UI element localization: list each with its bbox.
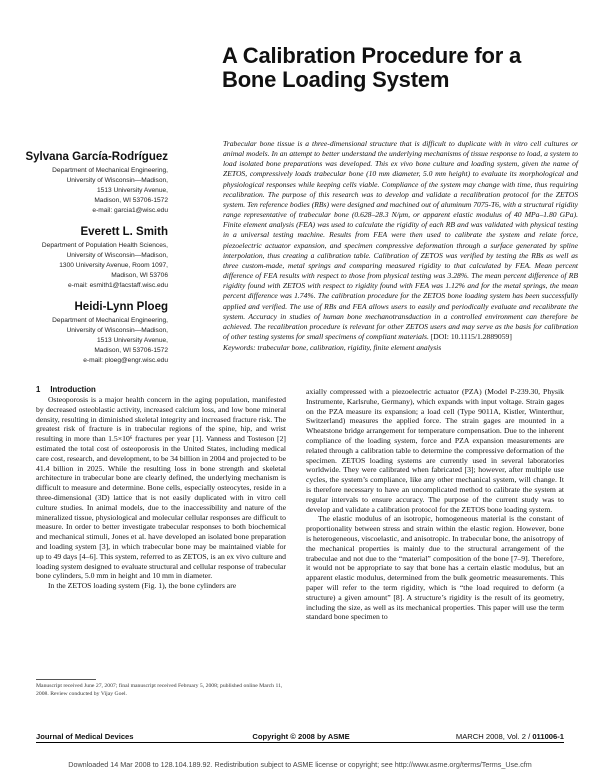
author-affiliation-line: University of Wisconsin—Madison,: [66, 252, 168, 259]
left-column: [36, 395, 286, 591]
section-heading: [36, 385, 106, 394]
author-affiliation-line: Department of Mechanical Engineering,: [52, 317, 168, 324]
section-number: 1: [36, 385, 41, 394]
issue-info: MARCH 2008, Vol. 2 / 011006-1: [455, 732, 564, 741]
footnote-rule: [36, 679, 96, 680]
copyright: Copyright © 2008 by ASME: [252, 732, 350, 741]
page-number: 011006-1: [532, 732, 564, 741]
section-title: Introduction: [50, 385, 96, 394]
author-email[interactable]: e-mail: garcia1@wisc.edu: [92, 207, 168, 214]
footnote: Manuscript received June 27, 2007; final manuscript received February 5, 2008; published online March 11, 2008. Review conducted by Vijay Goel.: [36, 683, 283, 697]
body-paragraph: Osteoporosis is a major health concern in the aging population, manifested by decreased osteoblastic activity, increased calcium loss, and low bone mineral density, resulting in diminished skeletal integrity and increased fracture risk. The greatest risk of fracture is in trabecular regions of the spine, hip, and wrist resulting in more than 1.5×10⁶ fractures per year [1]. Vanness and Tosteson [2] estimated the total cost of osteoporosis in the United States, including medical care cost, research, and development, to be 34 billion in 2004 and projected to be 41.4 billion in 2025. While the resulting loss in bone strength and skeletal architecture in trabecular bone are clearly defined, the underlying mechanism is difficult to measure and determine. Bone cells, especially osteocytes, reside in a three-dimensional (3D) lattice that is not easily duplicated with in vitro cell culture studies. In animal models, due to the inaccessibility and nature of the mineralized tissue, physiological and molecular cellular responses are difficult to measure. In order to better investigate trabecular responses to both biochemical and mechanical stimuli, Jones et al. have developed an isolated bone preparation and loading system [3], in which trabecular bone may be maintained viable for up to 49 days [4–6]. This system, referred to as ZETOS, is an ex vivo culture and loading system designed to evaluate structural and cellular response of trabecular bone cylinders, 5.0 mm in height and 10 mm in diameter.: [36, 395, 286, 581]
doi-link[interactable]: [DOI: 10.1115/1.2889059]: [430, 331, 512, 341]
author-affiliation-line: 1300 University Avenue, Room 1097,: [59, 262, 168, 269]
body-paragraph: axially compressed with a piezoelectric actuator (PZA) (Model P-239.30, Physik Instrumente, Karlsruhe, Germany), which expands with input voltage. Strain gages on the PZA measure its expansion; a load cell (Type 9011A, Kistler, Winterthur, Switzerland) measures the applied force. The strain gages are mounted in a Wheatstone bridge arrangement for temperature compensation. Due to the inherent compliance of the loading system, force and PZA expansion measurements are related through a calibration table to determine the compressive deformation of the specimen. ZETOS loading systems are currently used in several laboratories worldwide. They were calibrated when fabricated [3]; however, after multiple use cycles, the system’s compliance, like any other mechanical system, will change. It is therefore necessary to have an uncomplicated method to calibrate the system at regular intervals to ensure accuracy. The purpose of the current study was to develop and validate a calibration protocol for the ZETOS bone loading system.: [306, 387, 564, 514]
issue-date-volume: MARCH 2008, Vol. 2: [455, 732, 526, 741]
author-name: Everett L. Smith: [80, 226, 168, 238]
download-notice: Downloaded 14 Mar 2008 to 128.104.189.92. Redistribution subject to ASME license or copyright; see http://www.asme.org/terms/Terms_Use.cfm: [68, 760, 532, 769]
author-affiliation-line: Department of Mechanical Engineering,: [52, 167, 168, 174]
author-affiliation-line: 1513 University Avenue,: [97, 187, 168, 194]
author-name: Heidi-Lynn Ploeg: [74, 301, 168, 313]
author-affiliation-line: University of Wisconsin—Madison,: [66, 177, 168, 184]
author-affiliation-line: Department of Population Health Sciences,: [41, 242, 168, 249]
keywords: Keywords: trabecular bone, calibration, rigidity, finite element analysis: [223, 343, 442, 352]
author-affiliation-line: Madison, WI 53706-1572: [94, 197, 168, 204]
author-affiliation-line: 1513 University Avenue,: [97, 337, 168, 344]
body-paragraph: The elastic modulus of an isotropic, homogeneous material is the constant of proportionality between stress and strain within the elastic region. However, bone is heterogeneous, viscoelastic, and anisotropic. In trabecular bone, the anisotropy of the mechanical properties is mainly due to the structural arrangement of the trabeculae and not due to the “material” composition of the bone [7–9]. Therefore, it would not be appropriate to say that bone has a certain elastic modulus, but an apparent elastic modulus, determined from the bulk geometric measurements. This paper will refer to the term rigidity, which is “the load required to deform (a structure) a given amount” [8]. A structure’s rigidity is the result of its geometry, including the size, as well as its mechanical properties. This paper will use the term standard bone specimen to: [306, 514, 564, 622]
footer-rule: [36, 742, 564, 743]
abstract: [223, 139, 578, 342]
author-email[interactable]: e-mail: esmith1@facstaff.wisc.edu: [67, 282, 168, 289]
author-affiliation-line: Madison, WI 53706: [111, 272, 168, 279]
author-email[interactable]: e-mail: ploeg@engr.wisc.edu: [83, 357, 168, 364]
author-1: [8, 150, 168, 216]
right-column: [306, 387, 564, 622]
author-3: [8, 300, 168, 366]
author-affiliation-line: University of Wisconsin—Madison,: [66, 327, 168, 334]
paper-title: A Calibration Procedure for a Bone Loading System: [222, 43, 521, 92]
author-name: Sylvana García-Rodríguez: [25, 151, 168, 163]
abstract-text: Trabecular bone tissue is a three-dimensional structure that is difficult to duplicate with in vitro cell cultures or animal models. In an attempt to better understand the underlying mechanisms of tissue response to load, a system to load isolated bone preparations was developed. This ex vivo bone culture and loading system, given the name of ZETOS, compressively loads trabecular bone (10 mm diameter, 5.0 mm height) to evaluate its morphological and physiological responses while keeping cells viable. Compliance of the system may change with time, thus requiring recalibration. The purpose of this research was to develop and validate a recalibration protocol for the ZETOS system. Ten reference bodies (RBs) were designed and machined out of aluminum 7075-T6, with a structural rigidity range representative of trabecular bone (0.628–28.3 N/μm, or apparent elastic modulus of 40 MPa–1.80 GPa). Finite element analysis (FEA) was used to calculate the rigidity of each RB and was validated with physical testing in a universal testing machine. Results from FEA were then used to calibrate the system and relate force, piezoelectric actuator expansion, and specimen compressive deformation through a surface generated by spline interpolation, thus creating a calibration table. Calibration of ZETOS was verified by testing the RBs as well as three custom-made, metal springs and comparing measured rigidity to that calculated by FEA. Mean percent difference of FEA results with respect to those from physical testing was 3.28%. The mean percent difference of RB rigidity found with ZETOS with respect to rigidity found with FEA was 1.12% and for the metal springs, the mean percent difference was 1.74%. The calibration procedure for the ZETOS bone loading system has been successfully applied and verified. The use of RBs and FEA allows users to easily and periodically evaluate and recalibrate the system. Accuracy in studies of human bone mechanotransduction in a controlled environment can therefore be achieved. The recalibration procedure is relevant for other ZETOS users and may serve as the basis for calibration of other testing systems for small specimens of compliant materials.: [223, 139, 578, 341]
author-affiliation-line: Madison, WI 53706-1572: [94, 347, 168, 354]
journal-name: Journal of Medical Devices: [36, 732, 134, 741]
body-paragraph: In the ZETOS loading system (Fig. 1), the bone cylinders are: [48, 581, 237, 591]
author-2: [8, 225, 168, 291]
author-block: [8, 150, 168, 375]
